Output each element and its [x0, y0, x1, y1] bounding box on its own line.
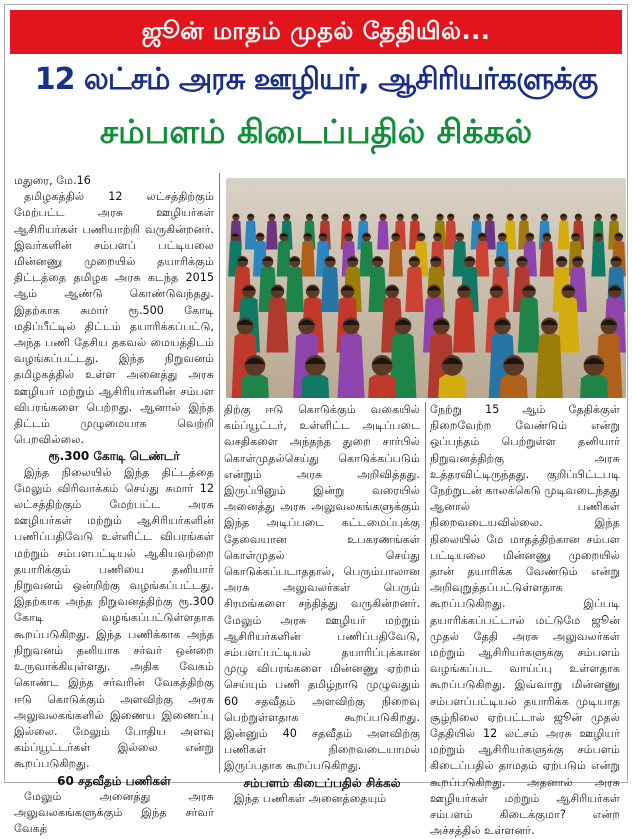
person-figure	[286, 266, 304, 312]
crowd-illustration	[226, 178, 626, 398]
headline-line-1: 12 லட்சம் அரசு ஊழியர், ஆசிரியர்களுக்கு	[34, 62, 598, 97]
person-figure	[557, 296, 579, 352]
person-figure	[301, 240, 315, 276]
column-rule	[425, 402, 426, 772]
person-figure	[389, 240, 403, 276]
person-figure	[405, 266, 423, 312]
person-figure	[377, 220, 389, 250]
dateline: மதுரை, மே.16	[14, 174, 91, 187]
paragraph: திற்கு ஈடு கொடுக்கும் வகையில் கம்ப்யூட்டர், உள்ளிட்ட அடிப்படை வசதிகளை அந்தந்த துறை சார்பில் கொள்முதல்செய்து கொடுக்கப்படும் என்றும் அரசு அறிவித்தது. இருப்பினும் இன்று வரையில் அனைத்து அரசு அலுவலகங்களுக்கும் இந்த அடிப்படை கட்டமைப்புக்கு தேவையான உபகரணங்கள் கொள்முதல் செய்து கொடுக்கப்படாததால், பெரும்பாலான அரசு அலுவலர்கள் பெரும் சிரமங்களை சந்தித்து வருகின்றனர். மேலும் அரசு ஊழியர் மற்றும் ஆசிரியர்களின் பணிப்பதிவேடு, சம்பளப்பட்டியல் தயாரிப்புக்கான முழு விபரங்களை மின்னணு ஏற்றம் செய்யும் பணி தமிழ்நாடு முழுவதும் 60 சதவீதம் அளவிற்கு நிறைவு பெற்றுள்ளதாக கூறப்படுகிறது. இன்னும் 40 சதவீதம் அளவிற்கு பணிகள் நிறைவடையாமல் இருப்பதாக கூறப்படுகிறது.	[224, 403, 420, 773]
person-figure	[536, 332, 563, 398]
column-rule	[219, 173, 220, 773]
article-column-1	[14, 173, 214, 837]
person-figure	[266, 220, 278, 250]
paragraph: நேற்று 15 ஆம் தேதிக்குள் நிறைவேற்ற வேண்டும் என்று ஒப்பந்தம் பெற்றுள்ள தனியார் நிறுவனத்திற்கு அரசு உத்தரவிட்டிருந்தது. குறிப்பிட்டபடி நேற்றுடன் காலக்கெடு முடிவடைந்தது ஆனால் பணிகள் நிறைவடையவில்லை. இந்த நிலையில் மே மாதத்திற்கான சம்பள பட்டியலை மின்னணு முறையில் தான் தயாரிக்க வேண்டும் என்று அறிவுறுத்தப்பட்டுள்ளதாக கூறப்படுகிறது. இப்படி தயாரிக்கப்பட்டால் மட்டுமே ஜூன் முதல் தேதி அரசு அலுவலர்கள் மற்றும் ஆசிரியர்களுக்கு சம்பளம் வழங்கப்பட வாய்ப்பு உள்ளதாக கூறப்படுகிறது. இவ்வாறு மின்னணு சம்பளப்பட்டியல் தயாரிக்க முடியாத சூழ்நிலை ஏற்பட்டால் ஜூன் முதல் தேதியில் 12 லட்சம் அரசு ஊழியர் மற்றும் ஆசிரியர்களுக்கு சம்பளம் கிடைப்பதில் தாமதம் ஏற்படும் என்று கூறப்படுகிறது. அதனால் அரசு ஊழியர்கள் மற்றும் ஆசிரியர்கள் சம்பளம் கிடைக்குமா? என்ற அச்சத்தில் உள்ளனர்.	[430, 403, 620, 838]
subheading: ரூ.300 கோடி டெண்டர்	[48, 449, 180, 464]
person-figure	[591, 240, 605, 276]
article-column-3	[430, 402, 620, 839]
person-figure	[518, 296, 540, 352]
person-figure	[321, 266, 339, 312]
person-figure	[475, 240, 489, 276]
article-column-2	[224, 402, 420, 807]
kicker-banner: ஜூன் மாதம் முதல் தேதியில்...	[10, 10, 622, 54]
paragraph: இந்த நிலையில் இந்த திட்டத்தை மேலும் விரிவாக்கம் செய்து சுமார் 12 லட்சத்திற்கும் மேற்பட்ட அரசு ஊழியர்கள் மற்றும் ஆசிரியர்களின் பணிப்பதிவேடு உள்ளிட்ட விபரங்கள் மற்றும் சம்பளபட்டியல் ஆகியவற்றை தயாரிக்கும் பணியை தனியார் நிறுவனம் ஒன்றிற்கு வழங்கப்பட்டது. இதற்காக அந்த நிறுவனத்திற்கு ரூ.300 கோடி வழங்கப்பட்டுள்ளதாக கூறப்படுகிறது. இந்த பணிக்காக அந்த நிறுவனம் தனியாக சர்வர் ஒன்றை உருவாக்கியுள்ளது. அதிக வேகம் கொண்ட இந்த சர்வரின் வேகத்திற்கு ஈடு கொடுக்கும் அளவிற்கு அரசு அலுவலகங்களில் இணைய இணைப்பு இல்லை. மேலும் போதிய அளவு கம்ப்யூட்டர்கள் இல்லை என்று கூறப்படுகிறது.	[14, 465, 214, 771]
paragraph: மேலும் அனைத்து அரசு அலுவலகங்களுக்கும் இந்த சர்வர் வேகத்	[14, 789, 214, 836]
subheading: சம்பளம் கிடைப்பதில் சிக்கல்	[243, 775, 401, 790]
person-figure	[453, 296, 475, 352]
headline-line-2: சம்பளம் கிடைப்பதில் சிக்கல்	[99, 112, 533, 151]
paragraph: தமிழகத்தில் 12 லட்சத்திற்கும் மேற்பட்ட அரசு ஊழியர்கள் ஆசிரியர்கள் பணியாற்றி வருகின்றனர். இவர்களின் சம்பளப் பட்டியலை மின்னணு முறையில் தயாரிக்கும் திட்டத்தை தமிழக அரசு கடந்த 2015 ஆம் ஆண்டு கொண்டுவந்தது. இதற்காக சுமார் ரூ.500 கோடி மதிப்பீட்டில் திட்டம் தயாரிக்கப்பட்டு, அந்த பணி தேசிய தகவல் மையத்திடம் வழங்கப்பட்டது. இந்த நிறுவனம் தமிழகத்தில் உள்ள அனைத்து அரசு ஊழியர் மற்றும் ஆசிரியர்களின் சம்பள விபரங்களை பெற்றது. ஆனால் இந்த திட்டம் முழுமையாக வெற்றி பெறவில்லை.	[14, 190, 214, 447]
person-figure	[540, 240, 554, 276]
paragraph: இந்த பணிகள் அனைத்தையும்	[234, 791, 387, 805]
person-figure	[337, 332, 364, 398]
protest-photo	[226, 178, 626, 398]
person-figure	[558, 220, 570, 250]
subheading: 60 சதவீதம் பணிகள்	[57, 773, 171, 788]
person-figure	[266, 296, 288, 352]
